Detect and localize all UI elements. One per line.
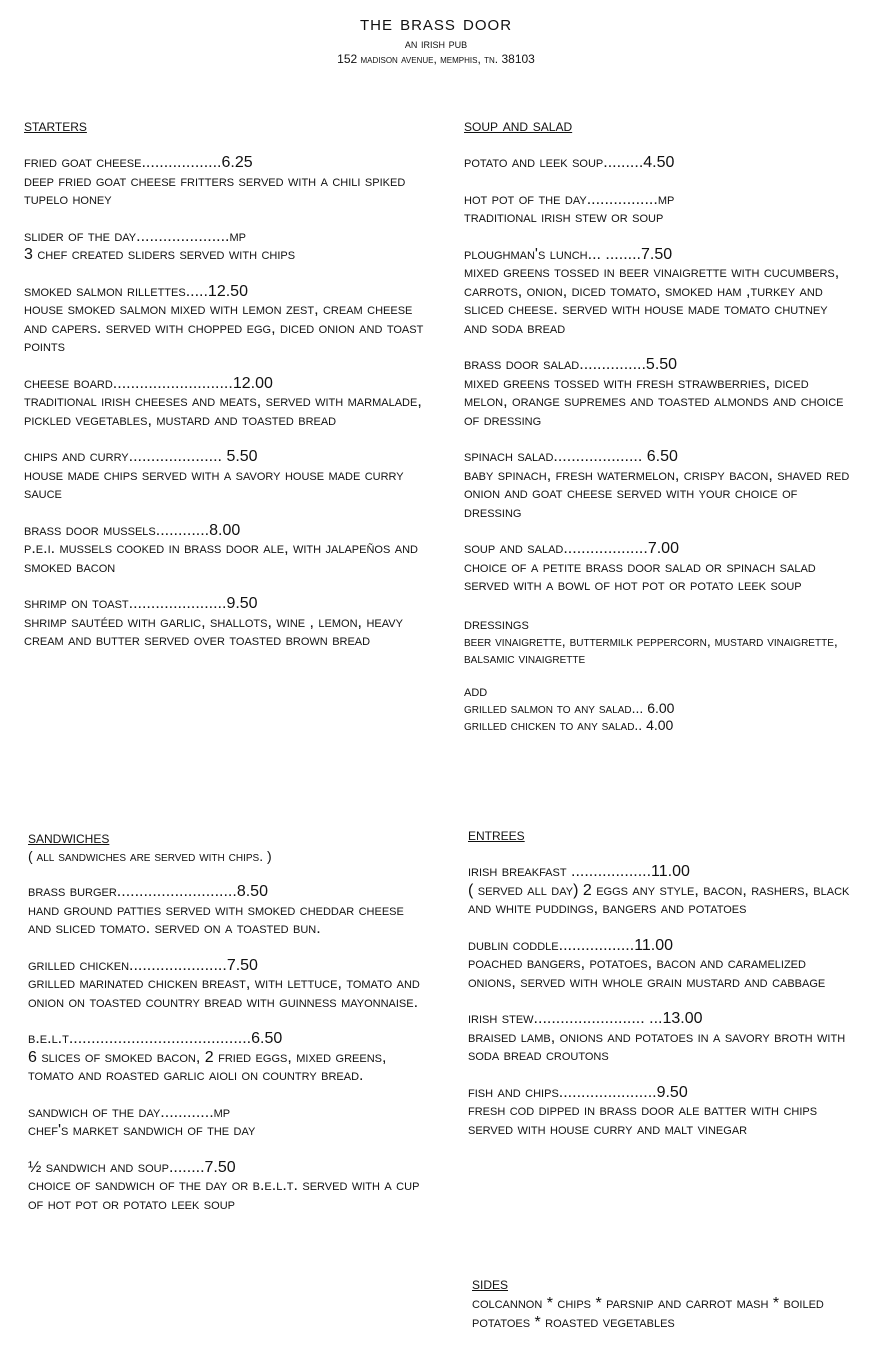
- menu-item: [24, 448, 424, 504]
- menu-item: [468, 863, 858, 919]
- item-name: dublin coddle.................11.00: [468, 936, 674, 954]
- item-description: ( served all day) 2 eggs any style, bacon, rashers, black and white puddings, bangers and potatoes: [468, 881, 850, 917]
- menu-item: [464, 448, 854, 522]
- item-name: fried goat cheese..................6.25: [24, 154, 253, 171]
- item-name: brass door mussels............8.00: [24, 521, 241, 539]
- item-name: slider of the day.....................mp: [24, 227, 246, 245]
- item-description: house smoked salmon mixed with lemon zest, cream cheese and capers. served with chopped egg, diced onion and toast points: [24, 301, 424, 355]
- item-name: shrimp on toast......................9.50: [24, 595, 258, 612]
- sides-section: [472, 1274, 852, 1332]
- add-block: [464, 683, 854, 734]
- item-name: spinach salad.................... 6.50: [464, 448, 678, 465]
- add-label: add: [464, 682, 488, 700]
- starters-heading: starters: [24, 116, 87, 135]
- soup-salad-heading: soup and salad: [464, 116, 573, 135]
- sandwiches-note: ( all sandwiches are served with chips. ): [28, 848, 272, 864]
- item-name: b.e.l.t.........................................6.50: [28, 1030, 283, 1047]
- item-description: mixed greens tossed in beer vinaigrette with cucumbers, carrots, onion, diced tomato, smoked ham ,turkey and sliced cheese. served with house made tomato chutney and soda bread: [464, 264, 840, 337]
- item-name: brass door salad...............5.50: [464, 356, 678, 373]
- item-description: hand ground patties served with smoked cheddar cheese and sliced tomato. served on a toasted bun.: [28, 901, 404, 937]
- item-description: chef's market sandwich of the day: [28, 1122, 256, 1139]
- entrees-section: [468, 825, 858, 1139]
- item-name: potato and leek soup.........4.50: [464, 154, 675, 171]
- menu-item: [468, 1084, 858, 1140]
- item-description: house made chips served with a savory house made curry sauce: [24, 466, 404, 502]
- entrees-heading: entrees: [468, 825, 525, 844]
- add-chicken: grilled chicken to any salad.. 4.00: [464, 716, 674, 733]
- item-name: cheese board...........................12.00: [24, 374, 273, 392]
- menu-item: [28, 1159, 428, 1215]
- item-name: ploughman's lunch... ........7.50: [464, 245, 673, 263]
- dressings-text: beer vinaigrette, buttermilk peppercorn, mustard vinaigrette, balsamic vinaigrette: [464, 632, 838, 666]
- menu-item: [24, 595, 424, 651]
- menu-item: [468, 937, 858, 993]
- menu-item: [28, 1030, 428, 1086]
- sandwiches-heading: sandwiches: [28, 828, 110, 847]
- item-name: brass burger...........................8.50: [28, 883, 268, 900]
- item-description: grilled marinated chicken breast, with lettuce, tomato and onion on toasted country bread with guinness mayonnaise.: [28, 975, 420, 1011]
- sides-text: colcannon * chips * parsnip and carrot mash * boiled potatoes * roasted vegetables: [472, 1295, 824, 1331]
- item-name: irish stew......................... ...13.00: [468, 1010, 703, 1027]
- dressings-block: [464, 616, 854, 667]
- menu-item: [24, 522, 424, 578]
- item-name: irish breakfast ..................11.00: [468, 863, 690, 880]
- item-description: mixed greens tossed with fresh strawberries, diced melon, orange supremes and toasted almonds and choice of dressing: [464, 374, 844, 429]
- menu-item: [24, 228, 424, 265]
- menu-item: [24, 283, 424, 357]
- item-name: grilled chicken......................7.50: [28, 956, 258, 974]
- item-description: baby spinach, fresh watermelon, crispy bacon, shaved red onion and goat cheese served with your choice of dressing: [464, 466, 850, 521]
- item-description: choice of sandwich of the day or b.e.l.t. served with a cup of hot pot or potato leek soup: [28, 1177, 420, 1213]
- sandwiches-section: [28, 828, 428, 1214]
- soup-salad-section: [464, 116, 854, 734]
- menu-header: [0, 10, 872, 66]
- item-description: p.e.i. mussels cooked in brass door ale, with jalapeños and smoked bacon: [24, 540, 418, 576]
- menu-item: [28, 1104, 428, 1141]
- item-description: deep fried goat cheese fritters served with a chili spiked tupelo honey: [24, 172, 406, 208]
- item-name: smoked salmon rillettes.....12.50: [24, 282, 248, 300]
- menu-item: [28, 883, 428, 939]
- item-description: traditional irish cheeses and meats, served with marmalade, pickled vegetables, mustard and toasted bread: [24, 393, 422, 429]
- restaurant-subtitle: an irish pub: [404, 36, 468, 51]
- menu-item: [24, 375, 424, 431]
- menu-item: [24, 154, 424, 210]
- item-description: 3 chef created sliders served with chips: [24, 246, 296, 263]
- item-description: 6 slices of smoked bacon, 2 fried eggs, mixed greens, tomato and roasted garlic aioli on country bread.: [28, 1048, 387, 1084]
- item-name: hot pot of the day................mp: [464, 190, 675, 208]
- item-description: traditional irish stew or soup: [464, 209, 664, 226]
- sides-heading: sides: [472, 1274, 509, 1293]
- restaurant-name: the brass door: [359, 10, 513, 35]
- item-description: fresh cod dipped in brass door ale batter with chips served with house curry and malt vinegar: [468, 1102, 818, 1138]
- dressings-label: dressings: [464, 615, 529, 633]
- item-name: chips and curry..................... 5.50: [24, 448, 258, 465]
- item-description: shrimp sautéed with garlic, shallots, wine , lemon, heavy cream and butter served over toasted brown bread: [24, 613, 403, 649]
- add-salmon: grilled salmon to any salad... 6.00: [464, 699, 675, 716]
- menu-item: [464, 154, 854, 173]
- menu-item: [464, 356, 854, 430]
- restaurant-address: 152 madison avenue, memphis, tn. 38103: [337, 52, 535, 66]
- starters-section: [24, 116, 424, 651]
- item-name: sandwich of the day............mp: [28, 1103, 231, 1121]
- menu-item: [464, 246, 854, 339]
- menu-item: [464, 540, 854, 596]
- item-description: braised lamb, onions and potatoes in a savory broth with soda bread croutons: [468, 1028, 846, 1064]
- item-name: ½ sandwich and soup........7.50: [28, 1158, 236, 1176]
- item-name: soup and salad...................7.00: [464, 540, 679, 557]
- menu-item: [464, 191, 854, 228]
- item-name: fish and chips......................9.50: [468, 1083, 688, 1101]
- item-description: poached bangers, potatoes, bacon and caramelized onions, served with whole grain mustard and cabbage: [468, 955, 826, 991]
- menu-item: [28, 957, 428, 1013]
- menu-item: [468, 1010, 858, 1066]
- item-description: choice of a petite brass door salad or spinach salad served with a bowl of hot pot or potato leek soup: [464, 558, 816, 594]
